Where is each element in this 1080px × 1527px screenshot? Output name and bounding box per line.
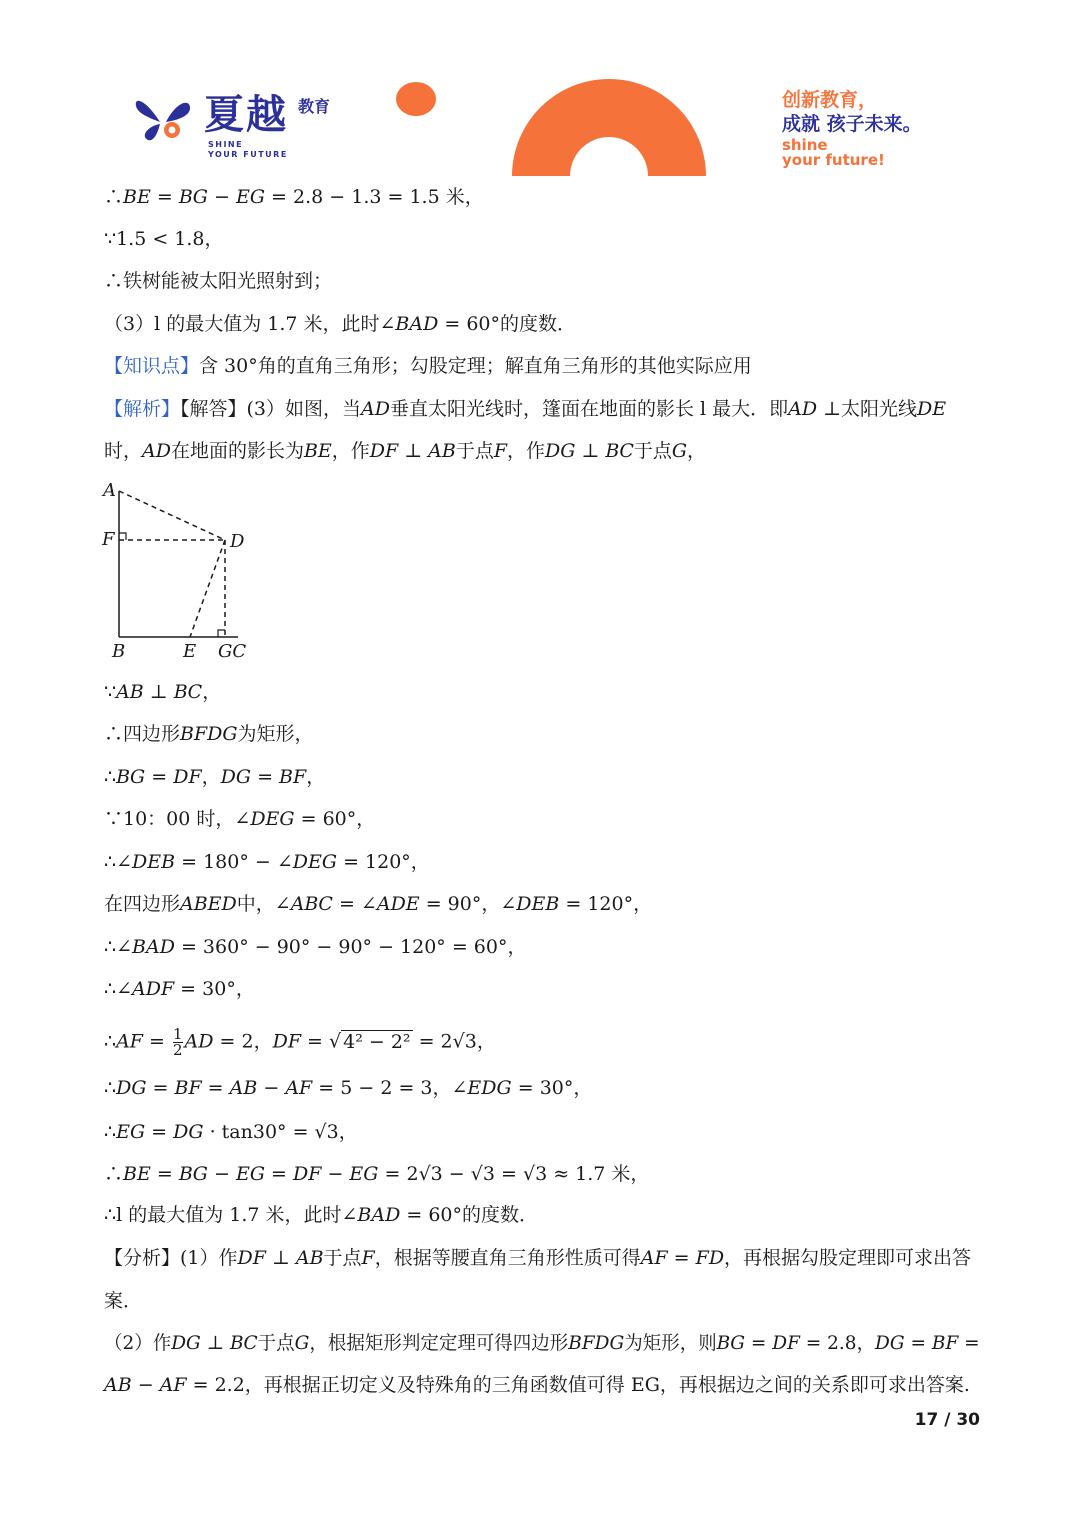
text-line: ∵𝐴𝐵 ⊥ 𝐵𝐶， <box>104 681 222 703</box>
page-header <box>0 0 1080 180</box>
label-f: F <box>102 529 115 550</box>
label-gc: GC <box>218 641 247 662</box>
label-d: D <box>230 531 245 552</box>
text-segment: = 2√3， <box>412 1030 496 1053</box>
text-line: 【分析】(1）作𝐷𝐹 ⊥ 𝐴𝐵于点𝐹，根据等腰直角三角形性质可得𝐴𝐹 = 𝐹𝐷，再根据勾股定理即可求出答 <box>104 1247 972 1269</box>
text-line: ∴𝐵𝐸 = 𝐵𝐺 − 𝐸𝐺 = 𝐷𝐹 − 𝐸𝐺 = 2√3 − √3 = √3 ≈ 1.7 米， <box>104 1163 650 1185</box>
brand-tagline-2: YOUR FUTURE <box>208 150 288 159</box>
fraction <box>173 1027 183 1058</box>
text-line: 时，𝐴𝐷在地面的影长为𝐵𝐸，作𝐷𝐹 ⊥ 𝐴𝐵于点𝐹，作𝐷𝐺 ⊥ 𝐵𝐶于点𝐺， <box>104 440 707 462</box>
text-segment: 𝐴𝐷 = 2，𝐷𝐹 = √ <box>184 1030 342 1053</box>
butterfly-logo-icon <box>132 92 194 144</box>
text-line: 𝐴𝐵 − 𝐴𝐹 = 2.2，再根据正切定义及特殊角的三角函数值可得 EG，再根据边之间的关系即可求出答案. <box>104 1374 970 1396</box>
text-line: ∴四边形𝐵𝐹𝐷𝐺为矩形， <box>104 723 314 745</box>
slogan-line-2: 成就 孩子未来。 <box>782 113 922 135</box>
label-a: A <box>103 480 116 501</box>
slogan-line-1: 创新教育， <box>782 89 878 111</box>
page-number: 17 / 30 <box>914 1410 980 1430</box>
text-segment: ∴𝐴𝐹 = <box>104 1030 165 1053</box>
right-angle-f <box>119 533 126 540</box>
label-e: E <box>183 641 197 662</box>
brand-logo <box>132 92 372 162</box>
text-line: ∴∠𝐷𝐸𝐵 = 180° − ∠𝐷𝐸𝐺 = 120°， <box>104 851 430 873</box>
text-line: ∴∠𝐵𝐴𝐷 = 360° − 90° − 90° − 120° = 60°， <box>104 936 527 958</box>
geometry-diagram <box>100 478 260 663</box>
radicand: 4² − 2² <box>343 1030 411 1053</box>
text-line: 在四边形𝐴𝐵𝐸𝐷中，∠𝐴𝐵𝐶 = ∠𝐴𝐷𝐸 = 90°，∠𝐷𝐸𝐵 = 120°， <box>104 893 653 915</box>
decorative-arc <box>510 78 708 178</box>
text-line: ∴𝐷𝐺 = 𝐵𝐹 = 𝐴𝐵 − 𝐴𝐹 = 5 − 2 = 3，∠𝐸𝐷𝐺 = 30°， <box>104 1077 593 1099</box>
text-line: ∴𝐵𝐺 = 𝐷𝐹，𝐷𝐺 = 𝐵𝐹， <box>104 766 326 788</box>
fraction-denominator: 2 <box>173 1041 183 1059</box>
text-line: ∵1.5 < 1.8， <box>104 228 224 250</box>
knowledge-point-tag: 【知识点】 <box>104 355 200 377</box>
brand-name-sup: 教育 <box>298 97 331 116</box>
analysis-line <box>104 396 946 422</box>
brand-tagline-1: SHINE <box>208 140 244 149</box>
text-line: ∴铁树能被太阳光照射到； <box>104 270 333 292</box>
text-line: ∴𝐵𝐸 = 𝐵𝐺 − 𝐸𝐺 = 2.8 − 1.3 = 1.5 米， <box>104 186 484 208</box>
slogan-line-4: your future! <box>782 151 885 169</box>
analysis-tag: 【解析】 <box>104 398 181 420</box>
segment-de <box>190 540 225 637</box>
slogan-line-3: shine <box>782 136 828 154</box>
text-line: 案． <box>104 1290 143 1312</box>
fraction-line <box>104 1027 496 1058</box>
text-line: （3）l 的最大值为 1.7 米，此时∠𝐵𝐴𝐷 = 60°的度数． <box>104 313 577 335</box>
knowledge-point-line <box>104 353 752 379</box>
knowledge-point-text: 含 30°角的直角三角形；勾股定理；解直角三角形的其他实际应用 <box>199 355 752 377</box>
slogan <box>782 88 982 168</box>
brand-name: 夏越 <box>204 92 288 138</box>
segment-ad <box>119 491 225 540</box>
decorative-dot <box>396 82 436 116</box>
text-line: ∴l 的最大值为 1.7 米，此时∠𝐵𝐴𝐷 = 60°的度数． <box>104 1204 539 1226</box>
text-line: ∵10：00 时，∠𝐷𝐸𝐺 = 60°， <box>104 808 376 830</box>
text-line: ∴𝐸𝐺 = 𝐷𝐺 · tan30° = √3， <box>104 1121 358 1143</box>
right-angle-g <box>218 630 225 637</box>
fraction-numerator: 1 <box>173 1025 183 1043</box>
label-b: B <box>112 641 126 662</box>
text-line: ∴∠𝐴𝐷𝐹 = 30°， <box>104 978 255 1000</box>
analysis-text: 【解答】(3）如图，当𝐴𝐷垂直太阳光线时，篷面在地面的影长 l 最大．即𝐴𝐷 ⊥太阳光线𝐷𝐸 <box>180 398 947 420</box>
text-line: （2）作𝐷𝐺 ⊥ 𝐵𝐶于点𝐺，根据矩形判定定理可得四边形𝐵𝐹𝐷𝐺为矩形，则𝐵𝐺 = 𝐷𝐹 = 2.8，𝐷𝐺 = 𝐵𝐹 = <box>104 1332 980 1354</box>
